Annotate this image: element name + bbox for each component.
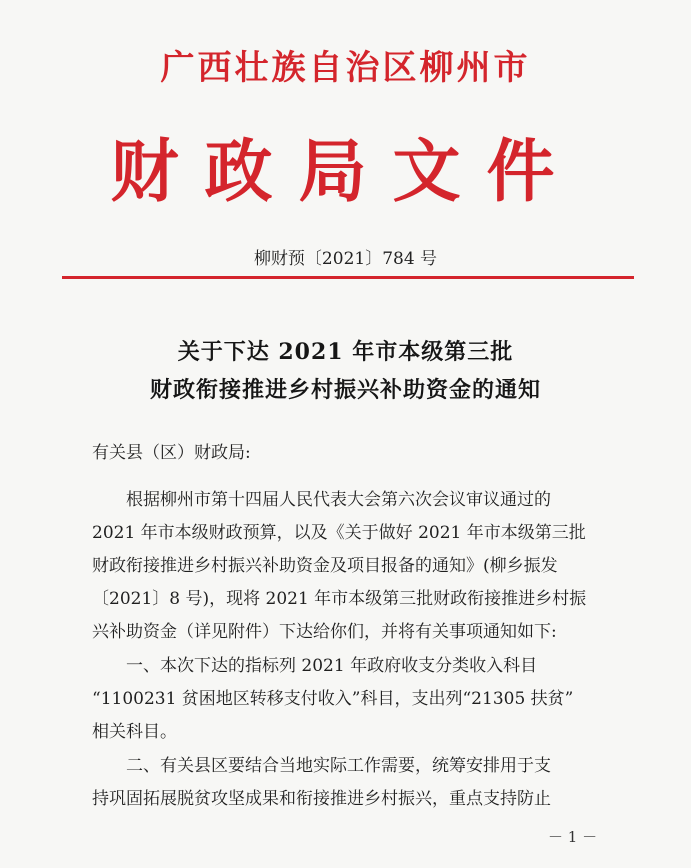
- paragraph-line: 相关科目。: [92, 722, 177, 742]
- paragraph-line: “1100231 贫困地区转移支付收入”科目，支出列“21305 扶贫”: [92, 689, 574, 709]
- document-number: 柳财预〔2021〕784 号: [253, 249, 438, 269]
- paragraph-line: 二、有关县区要结合当地实际工作需要，统筹安排用于支: [126, 756, 551, 776]
- paragraph-line: 〔2021〕8 号)，现将 2021 年市本级第三批财政衔接推进乡村振: [92, 589, 587, 609]
- paragraph-line: 兴补助资金（详见附件）下达给你们，并将有关事项通知如下:: [92, 622, 557, 642]
- paragraph-3: [92, 750, 612, 816]
- paragraph-line: 财政衔接推进乡村振兴补助资金及项目报备的通知》(柳乡振发: [92, 556, 558, 576]
- paragraph-2: [92, 650, 612, 749]
- page-number: － 1 －: [548, 828, 598, 846]
- paragraph-1: [92, 484, 612, 649]
- paragraph-line: 根据柳州市第十四届人民代表大会第六次会议审议通过的: [126, 490, 551, 510]
- paragraph-line: 2021 年市本级财政预算，以及《关于做好 2021 年市本级第三批: [92, 523, 586, 543]
- red-divider: [62, 276, 634, 279]
- title-line-1: 关于下达 2021 年市本级第三批: [177, 339, 514, 365]
- header-organization: 广西壮族自治区柳州市: [160, 48, 531, 88]
- salutation: 有关县（区）财政局:: [92, 443, 251, 463]
- paragraph-line: 持巩固拓展脱贫攻坚成果和衔接推进乡村振兴，重点支持防止: [92, 789, 551, 809]
- title-line-2: 财政衔接推进乡村振兴补助资金的通知: [149, 377, 541, 403]
- paragraph-line: 一、本次下达的指标列 2021 年政府收支分类收入科目: [126, 656, 538, 676]
- header-document-type: 财政局文件: [110, 132, 581, 212]
